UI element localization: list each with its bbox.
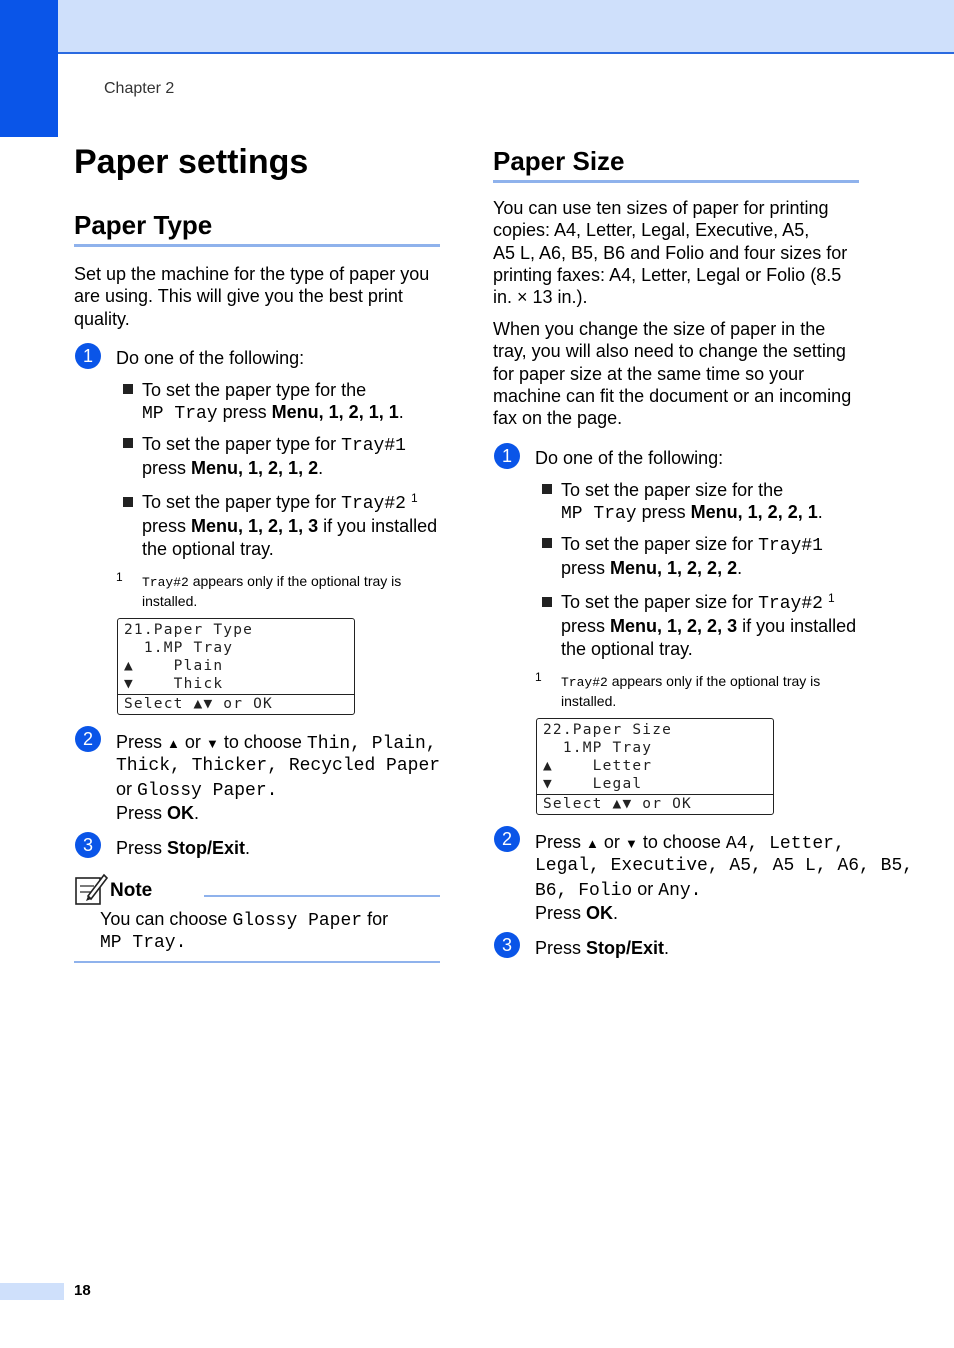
footnote-text: Tray#2 appears only if the optional tray is installed. bbox=[142, 573, 402, 609]
step-1-badge: 1 bbox=[494, 443, 520, 469]
bullet-tray2: To set the paper type for Tray#2 $^1$ press Menu, 1, 2, 1, 3 if you installed the optional tray. bbox=[142, 491, 438, 559]
footnote-text: Tray#2 appears only if the optional tray is installed. bbox=[561, 673, 821, 709]
bullet-icon bbox=[542, 484, 552, 494]
bullet-icon bbox=[542, 538, 552, 548]
lcd-display: 22.Paper Size 1.MP Tray ▲ Letter ▼ Legal Select ▲▼ or OK bbox=[536, 718, 774, 815]
header-band bbox=[0, 0, 954, 54]
step-2-badge: 2 bbox=[494, 826, 520, 852]
step-1-text: Do one of the following: bbox=[116, 348, 305, 368]
step-1-badge: 1 bbox=[75, 343, 101, 369]
paper-size-heading: Paper Size bbox=[493, 146, 625, 176]
section-rule bbox=[74, 244, 440, 247]
paper-size-para1: You can use ten sizes of paper for printing copies: A4, Letter, Legal, Executive, A5, A5 L, A6, B5, B6 and Folio and four sizes for printing faxes: A4, Letter, Legal or Folio (8.5 in. × 13 in.). bbox=[493, 198, 848, 308]
note-box bbox=[74, 872, 440, 964]
step-3-badge: 3 bbox=[75, 832, 101, 858]
bullet-icon bbox=[123, 497, 133, 507]
paper-type-heading: Paper Type bbox=[74, 210, 213, 240]
footnote-number: 1 bbox=[535, 670, 542, 684]
footnote-number: 1 bbox=[116, 570, 123, 584]
bullet-mp-tray: To set the paper size for the MP Tray press Menu, 1, 2, 2, 1. bbox=[561, 480, 823, 525]
bullet-icon bbox=[123, 384, 133, 394]
bullet-mp-tray: To set the paper type for the MP Tray press Menu, 1, 2, 1, 1. bbox=[142, 380, 404, 425]
footer-band bbox=[0, 1283, 64, 1300]
step-2-text: Press ▲ or ▼ to choose A4, Letter, Legal, Executive, A5, A5 L, A6, B5, B6, Folio or Any. Press OK. bbox=[535, 832, 914, 923]
step-1-text: Do one of the following: bbox=[535, 448, 724, 468]
step-3-badge: 3 bbox=[494, 932, 520, 958]
chapter-tab bbox=[0, 0, 58, 137]
page-number: 18 bbox=[74, 1282, 91, 1299]
step-3-text: Press Stop/Exit. bbox=[116, 838, 251, 858]
chapter-label: Chapter 2 bbox=[104, 80, 175, 97]
bullet-tray1: To set the paper size for Tray#1 press Menu, 1, 2, 2, 2. bbox=[561, 534, 823, 579]
paper-size-para2: When you change the size of paper in the tray, you will also need to change the setting for paper size at the same time so your machine can fit the document or an incoming fax on the page. bbox=[493, 319, 852, 429]
bullet-icon bbox=[542, 597, 552, 607]
page-title: Paper settings bbox=[74, 143, 309, 181]
note-text: You can choose Glossy Paper for MP Tray. bbox=[100, 909, 389, 954]
step-2-text: Press ▲ or ▼ to choose Thin, Plain, Thick, Thicker, Recycled Paper or Glossy Paper. Press OK. bbox=[116, 732, 441, 823]
lcd-display: 21.Paper Type 1.MP Tray ▲ Plain ▼ Thick Select ▲▼ or OK bbox=[117, 618, 355, 715]
note-title: Note bbox=[110, 880, 153, 901]
step-3-text: Press Stop/Exit. bbox=[535, 938, 670, 958]
step-2-badge: 2 bbox=[75, 726, 101, 752]
bullet-tray2: To set the paper size for Tray#2 $^1$ press Menu, 1, 2, 2, 3 if you installed the optional tray. bbox=[561, 591, 857, 659]
section-rule bbox=[493, 180, 859, 183]
paper-type-intro: Set up the machine for the type of paper you are using. This will give you the best print quality. bbox=[74, 264, 430, 329]
note-pencil-icon bbox=[74, 872, 108, 906]
bullet-tray1: To set the paper type for Tray#1 press Menu, 1, 2, 1, 2. bbox=[142, 434, 406, 479]
bullet-icon bbox=[123, 438, 133, 448]
